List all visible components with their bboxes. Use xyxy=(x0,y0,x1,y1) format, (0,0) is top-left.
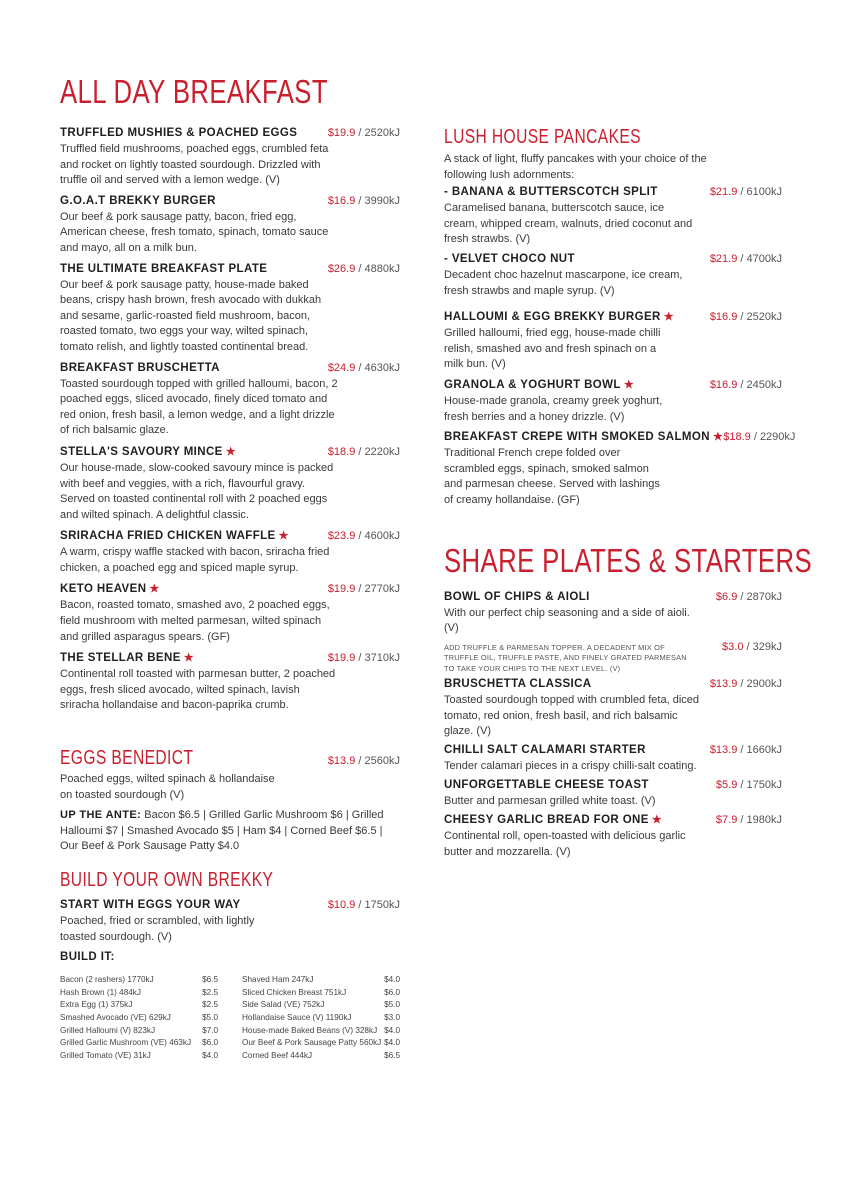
item-price xyxy=(328,127,400,139)
item-name xyxy=(60,263,267,275)
build-it-price: $4.0 xyxy=(384,1038,400,1048)
build-it-name: Extra Egg (1) 375kJ xyxy=(60,1000,133,1010)
menu-item xyxy=(60,263,400,356)
item-name-text: HALLOUMI & EGG BREKKY BURGER xyxy=(444,311,661,324)
all-day-breakfast-title: ALL DAY BREAKFAST xyxy=(60,73,328,110)
item-desc: Toasted sourdough topped with crumbled feta, diced tomato, red onion, fresh basil, and rich balsamic glaze. (V) xyxy=(444,694,699,738)
item-name-text: - VELVET CHOCO NUT xyxy=(444,252,575,265)
price-value: $21.9 xyxy=(709,252,738,265)
build-it-name: Sliced Chicken Breast 751kJ xyxy=(242,987,347,997)
item-desc: Poached, fried or scrambled, with lightly toasted sourdough. (V) xyxy=(60,915,255,943)
menu-item xyxy=(444,779,782,810)
build-it-row xyxy=(60,1025,218,1038)
kj-value: / 4700kJ xyxy=(740,252,782,265)
price-value: $16.9 xyxy=(709,311,738,324)
star-icon: ★ xyxy=(651,814,663,827)
price-value: $18.9 xyxy=(723,431,751,444)
item-price xyxy=(328,195,400,207)
kj-value: / 1980kJ xyxy=(740,814,782,827)
price-value: $3.0 xyxy=(722,640,744,653)
build-it-row xyxy=(242,1037,400,1050)
item-desc: Toasted sourdough topped with grilled halloumi, bacon, 2 poached eggs, sliced avocado, finely diced tomato and red onion, fresh basil, a lemon wedge, and a light drizzle of rich balsamic glaze. xyxy=(60,377,338,437)
left-column xyxy=(60,74,405,1062)
pancakes-title: LUSH HOUSE PANCAKES xyxy=(444,126,641,148)
build-it-name: Grilled Tomato (VE) 31kJ xyxy=(60,1050,151,1060)
item-name-text: STELLA'S SAVOURY MINCE xyxy=(60,445,223,458)
kj-value: / 2770kJ xyxy=(358,583,400,596)
menu-item xyxy=(444,813,782,860)
item-name xyxy=(444,643,699,675)
item-name xyxy=(60,445,236,458)
build-your-own-title: BUILD YOUR OWN BREKKY xyxy=(60,869,274,891)
kj-value: / 1750kJ xyxy=(740,778,782,791)
kj-value: / 2290kJ xyxy=(753,431,796,444)
item-name xyxy=(444,253,575,265)
item-desc: With our perfect chip seasoning and a side of aioli. (V) xyxy=(444,606,690,635)
star-icon: ★ xyxy=(712,431,724,444)
star-icon: ★ xyxy=(278,530,289,543)
kj-value: / 3990kJ xyxy=(358,194,400,207)
menu-item xyxy=(444,430,796,508)
pancakes-list xyxy=(444,186,789,299)
build-it-row xyxy=(60,1012,218,1025)
menu-item xyxy=(444,310,782,373)
build-your-own-section xyxy=(60,869,405,1062)
item-name-text: - BANANA & BUTTERSCOTCH SPLIT xyxy=(444,186,658,199)
item-price xyxy=(710,744,782,756)
eggs-benedict-title: EGGS BENEDICT xyxy=(60,747,194,770)
item-price xyxy=(710,186,782,198)
price-value: $13.9 xyxy=(709,678,738,691)
price-value: $5.9 xyxy=(715,778,738,791)
item-name-text: BOWL OF CHIPS & AIOLI xyxy=(444,590,590,603)
item-name-text: CHEESY GARLIC BREAD FOR ONE xyxy=(444,814,649,827)
item-desc: Tender calamari pieces in a crispy chilli-salt coating. xyxy=(444,759,697,772)
item-name xyxy=(444,186,658,198)
build-it-price: $6.0 xyxy=(202,1038,218,1048)
kj-value: / 2900kJ xyxy=(740,678,782,691)
all-day-breakfast-list xyxy=(60,127,405,714)
build-it-price: $6.5 xyxy=(202,975,218,985)
price-value: $18.9 xyxy=(327,445,356,458)
star-icon: ★ xyxy=(183,652,195,665)
item-name xyxy=(60,195,216,207)
eggs-benedict-price: $13.9 / 2560kJ xyxy=(327,755,400,768)
item-name xyxy=(444,310,674,323)
item-name xyxy=(444,678,592,690)
build-it-name: Our Beef & Pork Sausage Patty 560kJ xyxy=(242,1038,382,1048)
item-desc: Decadent choc hazelnut mascarpone, ice cream, fresh strawbs and maple syrup. (V) xyxy=(444,268,683,297)
menu-item xyxy=(60,529,400,576)
item-desc: Our beef & pork sausage patty, house-made baked beans, crispy hash brown, fresh avocado with dukkah and sesame, garlic-roasted field mushroom, bacon, roasted tomato, two eggs your way, wilted spinach, tomato relish, and lightly toasted continental bread. xyxy=(60,278,322,353)
build-it-price: $4.0 xyxy=(202,1050,218,1060)
item-price xyxy=(328,530,400,542)
item-price: $10.9 / 1750kJ xyxy=(327,899,400,911)
build-it-name: Hash Brown (1) 484kJ xyxy=(60,987,141,997)
build-it-label: BUILD IT: xyxy=(60,951,115,964)
price-value: $19.9 xyxy=(327,583,356,596)
price-value: $23.9 xyxy=(327,530,356,543)
item-name xyxy=(60,582,160,595)
menu-item xyxy=(60,362,400,439)
item-desc: Continental roll, open-toasted with delicious garlic butter and mozzarella. (V) xyxy=(444,830,686,858)
build-it-row xyxy=(60,974,218,987)
build-it-price: $5.0 xyxy=(384,1000,400,1010)
build-it-row xyxy=(60,1037,218,1050)
kj-value: / 4630kJ xyxy=(358,361,400,374)
price-value: $16.9 xyxy=(709,378,738,391)
build-it-price: $2.5 xyxy=(202,987,218,997)
menu-item xyxy=(60,127,400,189)
kj-value: / 4880kJ xyxy=(358,262,400,275)
build-it-row xyxy=(60,1050,218,1063)
build-it-row xyxy=(60,987,218,1000)
build-it-name: Hollandaise Sauce (V) 1190kJ xyxy=(242,1012,352,1022)
item-price xyxy=(716,591,782,603)
up-the-ante-options: Bacon $6.5 | Grilled Garlic Mushroom $6 | Grilled Halloumi $7 | Smashed Avocado $5 | Ham $4 | Corned Beef $6.5 | Our Beef & Pork Sausage Patty $4.0 xyxy=(60,809,384,853)
item-name xyxy=(60,651,194,664)
build-it-price: $7.0 xyxy=(202,1025,218,1035)
item-name-text: UNFORGETTABLE CHEESE TOAST xyxy=(444,778,649,791)
build-it-grid xyxy=(60,974,405,1062)
price-value: $24.9 xyxy=(327,361,356,374)
item-name xyxy=(60,362,220,374)
item-name: START WITH EGGS YOUR WAY xyxy=(60,899,241,911)
item-price xyxy=(328,583,400,595)
item-desc: Traditional French crepe folded over scrambled eggs, spinach, smoked salmon and parmesan cheese. Served with lashings of creamy hollandaise. (GF) xyxy=(444,447,660,506)
star-icon: ★ xyxy=(623,378,635,391)
price-value: $16.9 xyxy=(327,194,356,207)
build-it-name: Grilled Halloumi (V) 823kJ xyxy=(60,1025,156,1035)
menu-item xyxy=(444,641,782,675)
item-name xyxy=(444,744,646,756)
item-name-text: THE ULTIMATE BREAKFAST PLATE xyxy=(60,262,268,275)
kj-value: / 2520kJ xyxy=(740,311,782,324)
build-it-left-column xyxy=(60,974,218,1062)
item-desc: A warm, crispy waffle stacked with bacon, sriracha fried chicken, a poached egg and spiced maple syrup. xyxy=(60,546,330,574)
up-the-ante-label: UP THE ANTE: xyxy=(60,809,142,822)
item-price xyxy=(723,431,795,443)
menu-item xyxy=(60,195,400,257)
build-it-name: Side Salad (VE) 752kJ xyxy=(242,1000,325,1010)
item-desc: Continental roll toasted with parmesan butter, 2 poached eggs, fresh sliced avocado, wilted spinach, lavish sriracha hollandaise and bacon-paprika crumb. xyxy=(60,668,336,712)
item-name xyxy=(444,813,662,826)
build-it-price: $2.5 xyxy=(202,1000,218,1010)
menu-item xyxy=(444,744,782,775)
share-plates-title: SHARE PLATES & STARTERS xyxy=(444,541,813,579)
item-desc: Bacon, roasted tomato, smashed avo, 2 poached eggs, field mushroom with melted parmesan, wilted spinach and grilled asparagus spears. (GF) xyxy=(60,599,330,643)
build-it-name: Shaved Ham 247kJ xyxy=(242,975,314,985)
build-it-name: Bacon (2 rashers) 1770kJ xyxy=(60,975,154,985)
item-desc: Grilled halloumi, fried egg, house-made chilli relish, smashed avo and fresh spinach on a milk bun. (V) xyxy=(444,327,661,371)
item-price xyxy=(716,779,782,791)
right-column xyxy=(444,126,813,864)
menu-item xyxy=(60,445,400,523)
item-price xyxy=(722,641,782,653)
item-price xyxy=(710,253,782,265)
menu-item xyxy=(60,651,400,714)
price-value: $26.9 xyxy=(327,262,356,275)
item-price xyxy=(328,263,400,275)
eggs-benedict-desc: Poached eggs, wilted spinach & hollandaise on toasted sourdough (V) xyxy=(60,773,275,801)
item-price xyxy=(710,311,782,323)
price-value: $6.9 xyxy=(715,590,738,603)
item-name xyxy=(444,430,723,443)
menu-item xyxy=(60,582,400,645)
build-it-name: Grilled Garlic Mushroom (VE) 463kJ xyxy=(60,1038,192,1048)
price-value: $7.9 xyxy=(715,814,738,827)
kj-value: / 2870kJ xyxy=(740,590,782,603)
start-with-eggs-item xyxy=(60,899,400,945)
item-name xyxy=(444,779,649,791)
build-it-right-column xyxy=(242,974,400,1062)
menu-item xyxy=(444,591,782,637)
item-name xyxy=(60,127,297,139)
menu-item xyxy=(444,253,782,299)
build-it-name: House-made Baked Beans (V) 328kJ xyxy=(242,1025,378,1035)
item-price xyxy=(716,814,782,826)
item-name-text: KETO HEAVEN xyxy=(60,583,147,596)
price-value: $13.9 xyxy=(709,743,738,756)
kj-value: / 6100kJ xyxy=(740,186,782,199)
kj-value: / 2520kJ xyxy=(358,127,400,139)
kj-value: / 1660kJ xyxy=(740,743,782,756)
build-it-row xyxy=(242,999,400,1012)
star-icon: ★ xyxy=(149,583,160,596)
build-it-price: $6.0 xyxy=(384,987,400,997)
item-name-text: CHILLI SALT CALAMARI STARTER xyxy=(444,743,646,756)
price-value: $19.9 xyxy=(327,127,356,139)
kj-value: / 329kJ xyxy=(746,640,782,653)
build-it-price: $4.0 xyxy=(384,975,400,985)
menu-item xyxy=(444,678,782,740)
build-it-price: $6.5 xyxy=(384,1050,400,1060)
build-it-row xyxy=(60,999,218,1012)
item-price xyxy=(328,362,400,374)
item-name xyxy=(444,378,634,391)
build-it-name: Smashed Avocado (VE) 629kJ xyxy=(60,1012,171,1022)
item-name xyxy=(60,529,289,542)
item-price xyxy=(328,652,400,664)
kj-value: / 2450kJ xyxy=(740,378,782,391)
item-name-text: THE STELLAR BENE xyxy=(60,652,181,665)
share-plates-list xyxy=(444,591,789,861)
item-name-text: TRUFFLED MUSHIES & POACHED EGGS xyxy=(60,127,298,139)
build-it-price: $3.0 xyxy=(384,1012,400,1022)
build-it-row xyxy=(242,974,400,987)
item-name-text: GRANOLA & YOGHURT BOWL xyxy=(444,378,621,391)
build-it-name: Corned Beef 444kJ xyxy=(242,1050,313,1060)
item-name xyxy=(444,591,590,603)
item-desc: Truffled field mushrooms, poached eggs, crumbled feta and rocket on lightly toasted sourdough. Drizzled with truffle oil and served with a lemon wedge. (V) xyxy=(60,143,329,187)
kj-value: / 4600kJ xyxy=(358,530,400,543)
menu-item xyxy=(444,378,782,425)
item-name-text: BREAKFAST CREPE WITH SMOKED SALMON xyxy=(444,431,710,444)
add-on-note: ADD TRUFFLE & PARMESAN TOPPER. A DECADENT MIX OF TRUFFLE OIL, TRUFFLE PASTE, AND FINELY GRATED PARMESAN TO TAKE YOUR CHIPS TO THE NEXT LEVEL. (V) xyxy=(444,642,687,673)
build-it-row xyxy=(242,1050,400,1063)
item-desc: Caramelised banana, butterscotch sauce, ice cream, whipped cream, walnuts, dried coconut and fresh strawbs. (V) xyxy=(444,202,693,246)
kj-value: / 3710kJ xyxy=(358,652,400,665)
eggs-benedict-section xyxy=(60,747,405,855)
build-it-row xyxy=(242,1012,400,1025)
build-it-row xyxy=(242,987,400,1000)
kj-value: / 2220kJ xyxy=(358,445,400,458)
item-desc: Our beef & pork sausage patty, bacon, fried egg, American cheese, fresh tomato, spinach, tomato sauce and mayo, all on a milk bun. xyxy=(60,210,329,254)
item-name-text: SRIRACHA FRIED CHICKEN WAFFLE xyxy=(60,530,276,543)
price-value: $19.9 xyxy=(327,652,356,665)
pancakes-intro: A stack of light, fluffy pancakes with your choice of the following lush adornments: xyxy=(444,153,707,181)
item-price xyxy=(328,446,400,458)
item-price xyxy=(710,379,782,391)
build-it-price: $4.0 xyxy=(384,1025,400,1035)
price-value: $21.9 xyxy=(709,186,738,199)
menu-item xyxy=(444,186,782,248)
item-desc: Butter and parmesan grilled white toast. (V) xyxy=(444,794,656,807)
item-desc: Our house-made, slow-cooked savoury mince is packed with beef and veggies, with a rich, flavourful gravy. Served on toasted continental roll with 2 poached eggs and wilted spinach. A delightful classic. xyxy=(60,461,334,521)
build-it-price: $5.0 xyxy=(202,1012,218,1022)
up-the-ante xyxy=(60,808,400,855)
item-price xyxy=(710,678,782,690)
star-icon: ★ xyxy=(663,311,674,324)
right-menu-list xyxy=(444,310,796,508)
item-name-text: BREAKFAST BRUSCHETTA xyxy=(60,361,220,374)
build-it-row xyxy=(242,1025,400,1038)
star-icon: ★ xyxy=(225,445,237,458)
item-name-text: G.O.A.T BREKKY BURGER xyxy=(60,194,216,207)
item-desc: House-made granola, creamy greek yoghurt, fresh berries and a honey drizzle. (V) xyxy=(444,394,663,423)
item-name-text: BRUSCHETTA CLASSICA xyxy=(444,678,592,691)
